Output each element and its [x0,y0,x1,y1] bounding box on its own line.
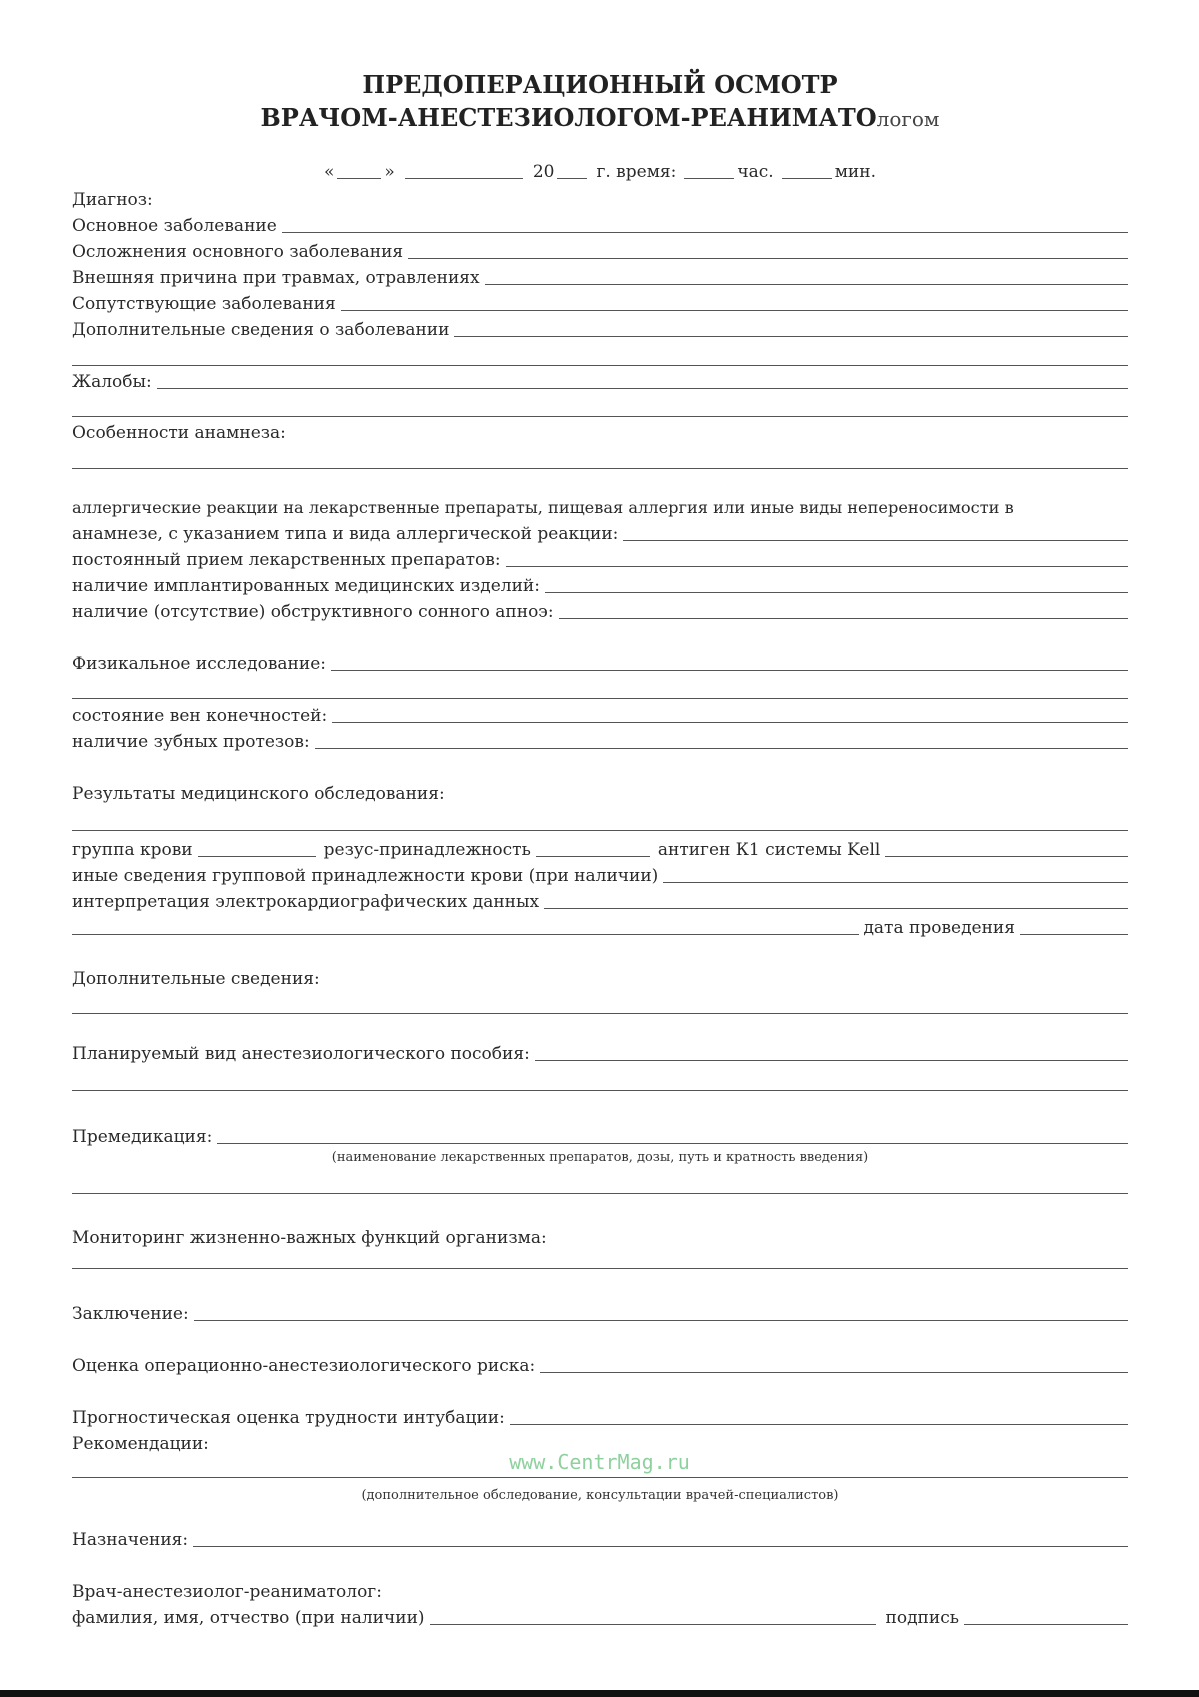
external-cause-row [72,264,1128,288]
additional-info-label: Дополнительные сведения: [72,969,320,989]
planned-anesthesia-row [72,1040,1128,1064]
monitoring-heading [72,1224,1128,1248]
year-suffix: г. время: [596,162,677,182]
minute-field[interactable] [782,163,832,179]
apnea-row [72,598,1128,622]
blank-line[interactable] [72,698,1128,699]
signature-label: подпись [885,1608,959,1628]
blood-row [72,836,1128,860]
implants-field[interactable] [545,577,1128,593]
other-blood-label: иные сведения групповой принадлежности крови (при наличии) [72,866,659,886]
implants-label: наличие имплантированных медицинских изделий: [72,576,540,596]
risk-field[interactable] [540,1357,1128,1373]
complaints-label: Жалобы: [72,372,152,392]
anamnesis-heading [72,419,1128,443]
anamnesis-label: Особенности анамнеза: [72,423,286,443]
external-cause-label: Внешняя причина при травмах, отравлениях [72,268,480,288]
signature-heading-label: Врач-анестезиолог-реаниматолог: [72,1582,382,1602]
ecg-field[interactable] [544,893,1128,909]
open-quote: « [324,162,335,182]
minute-label: мин. [834,162,876,182]
complaints-row [72,368,1128,392]
form-title [72,68,1128,136]
physical-label: Физикальное исследование: [72,654,326,674]
blank-line[interactable] [72,365,1128,366]
diagnosis-label: Диагноз: [72,190,153,210]
kell-field[interactable] [885,841,1128,857]
blank-line[interactable] [72,1477,1128,1478]
dentures-row [72,728,1128,752]
main-disease-field[interactable] [282,217,1128,233]
premedication-label: Премедикация: [72,1127,213,1147]
conclusion-row [72,1300,1128,1324]
doctor-name-label: фамилия, имя, отчество (при наличии) [72,1608,425,1628]
allergy-row-2 [72,520,1128,544]
prescriptions-field[interactable] [193,1531,1128,1547]
allergy-label-2: анамнезе, с указанием типа и вида аллергической реакции: [72,524,619,544]
main-disease-label: Основное заболевание [72,216,277,236]
blood-group-field[interactable] [198,841,316,857]
blank-line[interactable] [72,1268,1128,1269]
additional-disease-field[interactable] [454,321,1128,337]
recommendations-label: Рекомендации: [72,1434,209,1454]
ecg-continuation-field[interactable] [72,919,859,935]
apnea-label: наличие (отсутствие) обструктивного сонного апноэ: [72,602,554,622]
physical-field[interactable] [331,655,1128,671]
year-field[interactable] [557,163,587,179]
prescriptions-row [72,1526,1128,1550]
results-heading [72,780,1128,804]
dentures-label: наличие зубных протезов: [72,732,310,752]
medications-field[interactable] [506,551,1128,567]
form-page [72,0,1128,1697]
ecg-date-row [72,914,1128,938]
diagnosis-heading [72,186,1128,210]
additional-info-heading [72,965,1128,989]
blank-line[interactable] [72,830,1128,831]
premedication-caption: (наименование лекарственных препаратов, дозы, путь и кратность введения) [331,1150,869,1165]
date-time-row [72,158,1128,182]
additional-disease-label: Дополнительные сведения о заболевании [72,320,450,340]
apnea-field[interactable] [559,603,1128,619]
comorbid-label: Сопутствующие заболевания [72,294,336,314]
planned-anesthesia-field[interactable] [535,1045,1128,1061]
signature-field[interactable] [964,1609,1128,1625]
blank-line[interactable] [72,1090,1128,1091]
complications-label: Осложнения основного заболевания [72,242,404,262]
allergy-field[interactable] [623,525,1128,541]
other-blood-row [72,862,1128,886]
allergy-label-1: аллергические реакции на лекарственные препараты, пищевая аллергия или иные виды непереносимости в [72,498,1014,517]
recommendations-caption: (дополнительное обследование, консультации врачей-специалистов) [361,1488,839,1503]
title-line-1: ПРЕДОПЕРАЦИОННЫЙ ОСМОТР [362,70,838,99]
blank-line[interactable] [72,416,1128,417]
allergy-row-1 [72,494,1128,518]
blood-group-label: группа крови [72,840,193,860]
comorbid-field[interactable] [341,295,1128,311]
month-field[interactable] [405,163,523,179]
rh-field[interactable] [536,841,650,857]
additional-disease-row [72,316,1128,340]
intubation-field[interactable] [510,1409,1128,1425]
planned-anesthesia-label: Планируемый вид анестезиологического пособия: [72,1044,530,1064]
blank-line[interactable] [72,468,1128,469]
medications-label: постоянный прием лекарственных препаратов: [72,550,501,570]
kell-label: антиген К1 системы Kell [657,840,881,860]
title-line-2 [72,101,1128,136]
veins-row [72,702,1128,726]
complaints-field[interactable] [157,373,1128,389]
risk-row [72,1352,1128,1376]
risk-label: Оценка операционно-анестезиологического риска: [72,1356,536,1376]
intubation-row [72,1404,1128,1428]
doctor-name-field[interactable] [430,1609,876,1625]
physical-row [72,650,1128,674]
premedication-row [72,1123,1128,1147]
ecg-row [72,888,1128,912]
external-cause-field[interactable] [485,269,1128,285]
intubation-label: Прогностическая оценка трудности интубации: [72,1408,505,1428]
conclusion-label: Заключение: [72,1304,189,1324]
veins-field[interactable] [332,707,1128,723]
title-line-2-main: ВРАЧОМ-АНЕСТЕЗИОЛОГОМ-РЕАНИМАТО [260,103,877,132]
conclusion-field[interactable] [194,1305,1128,1321]
comorbid-row [72,290,1128,314]
year-prefix: 20 [532,162,555,182]
blank-line[interactable] [72,1193,1128,1194]
results-label: Результаты медицинского обследования: [72,784,445,804]
complications-field[interactable] [408,243,1128,259]
hour-field[interactable] [684,163,734,179]
title-line-2-small: логом [876,107,940,131]
premedication-field[interactable] [217,1128,1128,1144]
date-label: дата проведения [863,918,1015,938]
dentures-field[interactable] [315,733,1128,749]
day-field[interactable] [337,163,381,179]
implants-row [72,572,1128,596]
close-quote: » [384,162,395,182]
blank-line[interactable] [72,1013,1128,1014]
prescriptions-label: Назначения: [72,1530,189,1550]
signature-heading [72,1578,1128,1602]
signature-row [72,1604,1128,1628]
date-field[interactable] [1020,919,1128,935]
watermark: www.CentrMag.ru [509,1450,690,1474]
ecg-label: интерпретация электрокардиографических данных [72,892,540,912]
veins-label: состояние вен конечностей: [72,706,328,726]
complications-row [72,238,1128,262]
medications-row [72,546,1128,570]
rh-label: резус-принадлежность [323,840,531,860]
bottom-edge [0,1690,1199,1697]
monitoring-label: Мониторинг жизненно-важных функций организма: [72,1228,547,1248]
main-disease-row [72,212,1128,236]
other-blood-field[interactable] [663,867,1128,883]
hour-label: час. [737,162,774,182]
